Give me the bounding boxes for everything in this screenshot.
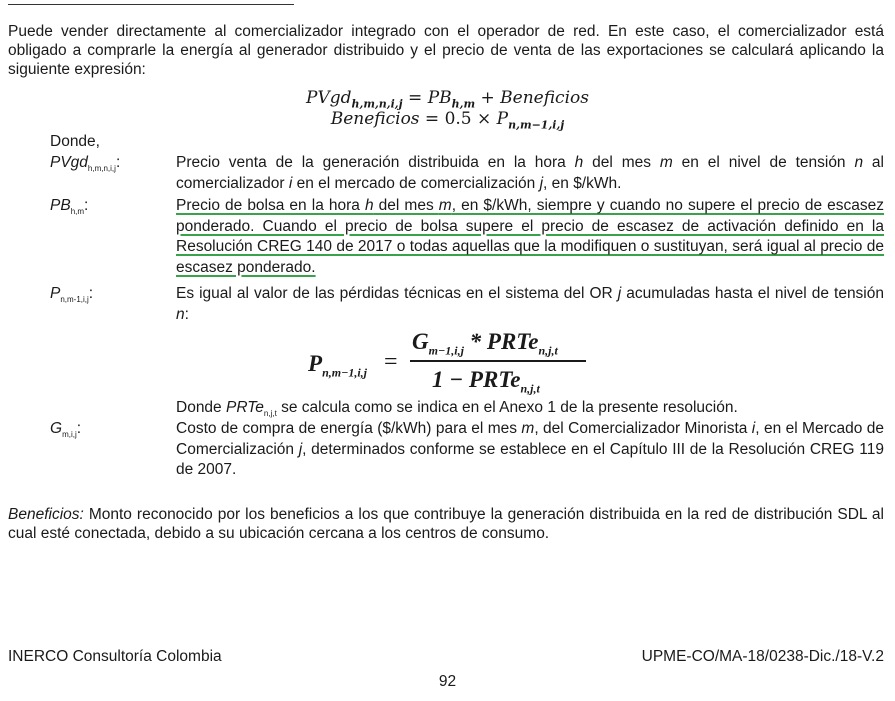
prte-note: Donde PRTe$_{n,j,t}$ se calcula como se indica en el Anexo 1 de la presente resolución. bbox=[176, 399, 738, 419]
term-p: $P_{n,m-1,i,j}$: bbox=[50, 285, 94, 305]
frac-bar bbox=[410, 360, 586, 362]
formula2-mid: = 0.5 × bbox=[419, 109, 497, 129]
formula-perdidas bbox=[0, 329, 895, 396]
formula1-pb: PB bbox=[427, 88, 452, 108]
frac-denominator: 1 − PRTe$_{n,j,t}$ bbox=[432, 367, 540, 396]
formula1-lhs-sub: h,m,n,i,j bbox=[351, 97, 403, 111]
formula1-eq: = bbox=[402, 88, 428, 108]
footer-doc-code: UPME-CO/MA-18/0238-Dic./18-V.2 bbox=[641, 648, 884, 665]
formula-beneficios bbox=[0, 109, 895, 135]
footnote-rule bbox=[8, 4, 294, 5]
term-pb: $PB_{h,m}$: bbox=[50, 197, 89, 217]
term-pvgd: PVgd$_{h,m,n,i,j}$: bbox=[50, 154, 121, 174]
page-number: 92 bbox=[438, 673, 457, 690]
def-g: Costo de compra de energía ($/kWh) para el mes m, del Comercializador Minorista i, en el Mercado de Comercialización j, determinados conforme se establece en el Capítulo III de la Resolución CREG 119 de 2007. bbox=[176, 420, 884, 478]
formula1-pb-sub: h,m bbox=[451, 97, 476, 111]
def-pvgd: Precio venta de la generación distribuida en la hora h del mes m en el nivel de tensión n al comercializador i en el mercado de comercialización j, en $/kWh. bbox=[176, 154, 884, 192]
def-pb: Precio de bolsa en la hora h del mes m, en $/kWh, siempre y cuando no supere el precio de escasez ponderado. Cuando el precio de bolsa supere el precio de escasez de activación definido en la Resolución CREG 140 de 2017 o todas aquellas que la modifiquen o sustituyan, será igual al precio de escasez ponderado. bbox=[176, 197, 885, 276]
term-g: $G_{m,i,j}$: bbox=[50, 420, 82, 440]
frac-lhs: $P_{n,m-1,i,j}$ bbox=[308, 351, 368, 380]
frac-eq: = bbox=[384, 349, 398, 375]
formula2-lhs: Beneficios bbox=[330, 109, 420, 129]
donde-label: Donde, bbox=[50, 133, 100, 150]
footer-company: INERCO Consultoría Colombia bbox=[8, 648, 222, 665]
formula1-lhs: PVgd bbox=[306, 88, 352, 108]
formula1-rest: + Beneficios bbox=[475, 88, 589, 108]
frac-numerator: $G_{m-1,i,j}$ * PRTe$_{n,j,t}$ bbox=[412, 329, 558, 358]
formula2-p: P bbox=[496, 109, 509, 129]
formula2-p-sub: n,m−1,i,j bbox=[508, 118, 565, 132]
def-p: Es igual al valor de las pérdidas técnicas en el sistema del OR j acumuladas hasta el nivel de tensión n: bbox=[176, 285, 884, 323]
beneficios-note: Beneficios: Monto reconocido por los beneficios a los que contribuye la generación distribuida en la red de distribución SDL al cual esté conectada, debido a su ubicación cercana a los centros de consumo. bbox=[8, 506, 884, 542]
intro-paragraph: Puede vender directamente al comercializador integrado con el operador de red. En este caso, el comercializador está obligado a comprarle la energía al generador distribuido y el precio de venta de las exportaciones se calculará aplicando la siguiente expresión: bbox=[8, 23, 884, 78]
